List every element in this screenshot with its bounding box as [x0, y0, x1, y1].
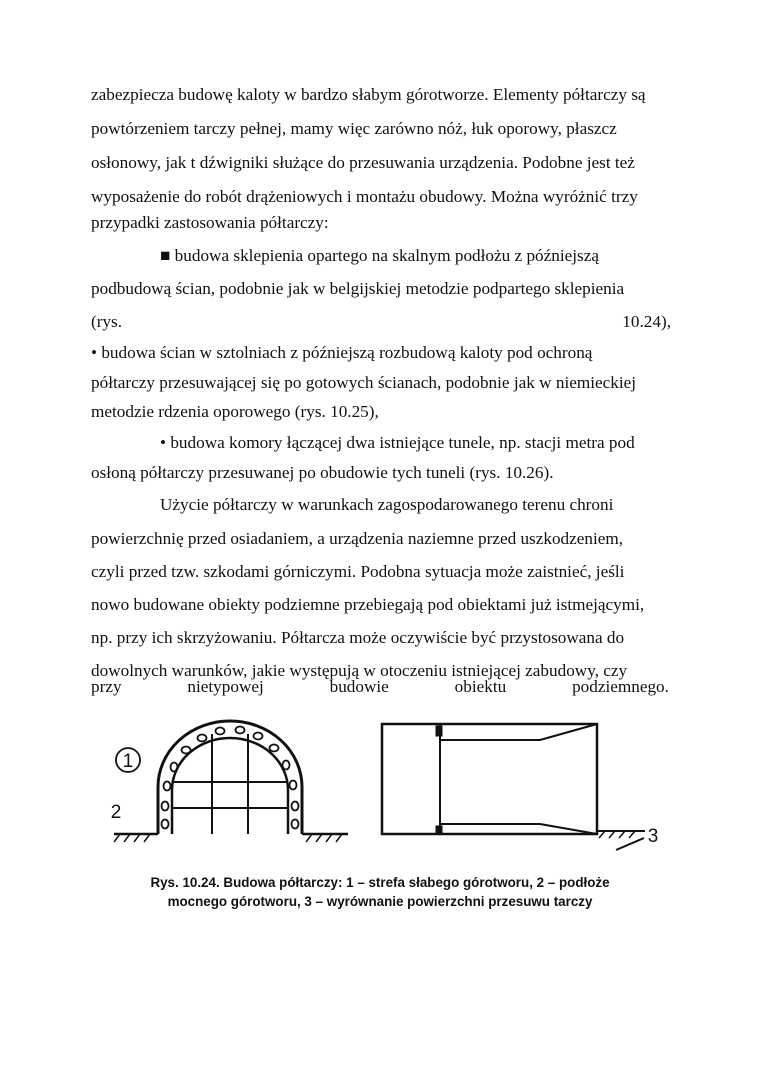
- jack-bottom: [436, 826, 442, 834]
- label-3-leader: [616, 838, 644, 850]
- last-line-word-4: obiektu: [454, 677, 507, 696]
- bullet-2-line-3: metodzie rdzenia oporowego (rys. 10.25),: [91, 402, 379, 421]
- cross-section-drawing: [114, 721, 348, 842]
- paragraph-2-line-4: nowo budowane obiekty podziemne przebiegają pod obiektami już istmejącymi,: [91, 595, 645, 614]
- bullet-1-ref-right: 10.24),: [622, 312, 671, 331]
- sliding-hatching: [599, 831, 635, 838]
- paragraph-2-line-2: powierzchnię przed osiadaniem, a urządzenia naziemne przed uszkodzeniem,: [91, 529, 624, 548]
- last-line-word-1: przy: [91, 677, 122, 696]
- figure-label-2: 2: [110, 802, 122, 823]
- last-line-word-5: podziemnego.: [572, 677, 669, 696]
- bullet-1-line-3: [91, 311, 671, 333]
- paragraph-1-line-5: przypadki zastosowania półtarczy:: [91, 213, 329, 232]
- figure-label-3: 3: [647, 826, 659, 847]
- last-line-word-3: budowie: [329, 677, 389, 696]
- half-shield-figure: [100, 712, 660, 862]
- bullet-1-line-2: podbudową ścian, podobnie jak w belgijskiej metodzie podpartego sklepienia: [91, 279, 625, 298]
- longitudinal-section-drawing: [382, 724, 645, 850]
- paragraph-1-line-1: zabezpiecza budowę kaloty w bardzo słabym górotworze. Elementy półtarczy są: [91, 85, 646, 104]
- bullet-1-ref-left: (rys.: [91, 312, 123, 331]
- paragraph-2-line-3: czyli przed tzw. szkodami górniczymi. Podobna sytuacja może zaistnieć, jeśli: [91, 562, 625, 581]
- paragraph-2-line-7: [91, 676, 669, 698]
- paragraph-2-line-1: Użycie półtarczy w warunkach zagospodarowanego terenu chroni: [160, 495, 614, 514]
- cutting-edge-bottom: [540, 824, 597, 834]
- bullet-1-line-1: ■ budowa sklepienia opartego na skalnym podłożu z późniejszą: [160, 246, 599, 265]
- figure-label-1: 1: [122, 751, 134, 772]
- bullet-3-line-1: • budowa komory łączącej dwa istniejące tunele, np. stacji metra pod: [160, 433, 635, 452]
- paragraph-2-line-6: dowolnych warunków, jakie występują w otoczeniu istniejącej zabudowy, czy: [91, 661, 628, 680]
- cutting-edge-top: [540, 724, 597, 740]
- paragraph-1-line-3: osłonowy, jak t dźwigniki służące do przesuwania urządzenia. Podobne jest też: [91, 153, 635, 172]
- jack-top: [436, 726, 442, 736]
- bullet-2-line-2: półtarczy przesuwającej się po gotowych ścianach, podobnie jak w niemieckiej: [91, 373, 637, 392]
- figure-caption-line-1: Rys. 10.24. Budowa półtarczy: 1 – strefa słabego górotworu, 2 – podłoże: [150, 875, 610, 890]
- ring-jacks: [162, 727, 299, 829]
- figure-caption-line-2: mocnego górotworu, 3 – wyrównanie powierzchni przesuwu tarczy: [167, 894, 593, 909]
- paragraph-1-line-2: powtórzeniem tarczy pełnej, mamy więc zarówno nóż, łuk oporowy, płaszcz: [91, 119, 617, 138]
- paragraph-2-line-5: np. przy ich skrzyżowaniu. Półtarcza może oczywiście być przystosowana do: [91, 628, 625, 647]
- paragraph-1-line-4: wyposażenie do robót drążeniowych i montażu obudowy. Można wyróżnić trzy: [91, 187, 638, 206]
- bullet-3-line-2: osłoną półtarczy przesuwanej po obudowie tych tuneli (rys. 10.26).: [91, 463, 554, 482]
- last-line-word-2: nietypowej: [187, 677, 264, 696]
- bullet-2-line-1: • budowa ścian w sztolniach z późniejszą rozbudową kaloty pod ochroną: [91, 343, 593, 362]
